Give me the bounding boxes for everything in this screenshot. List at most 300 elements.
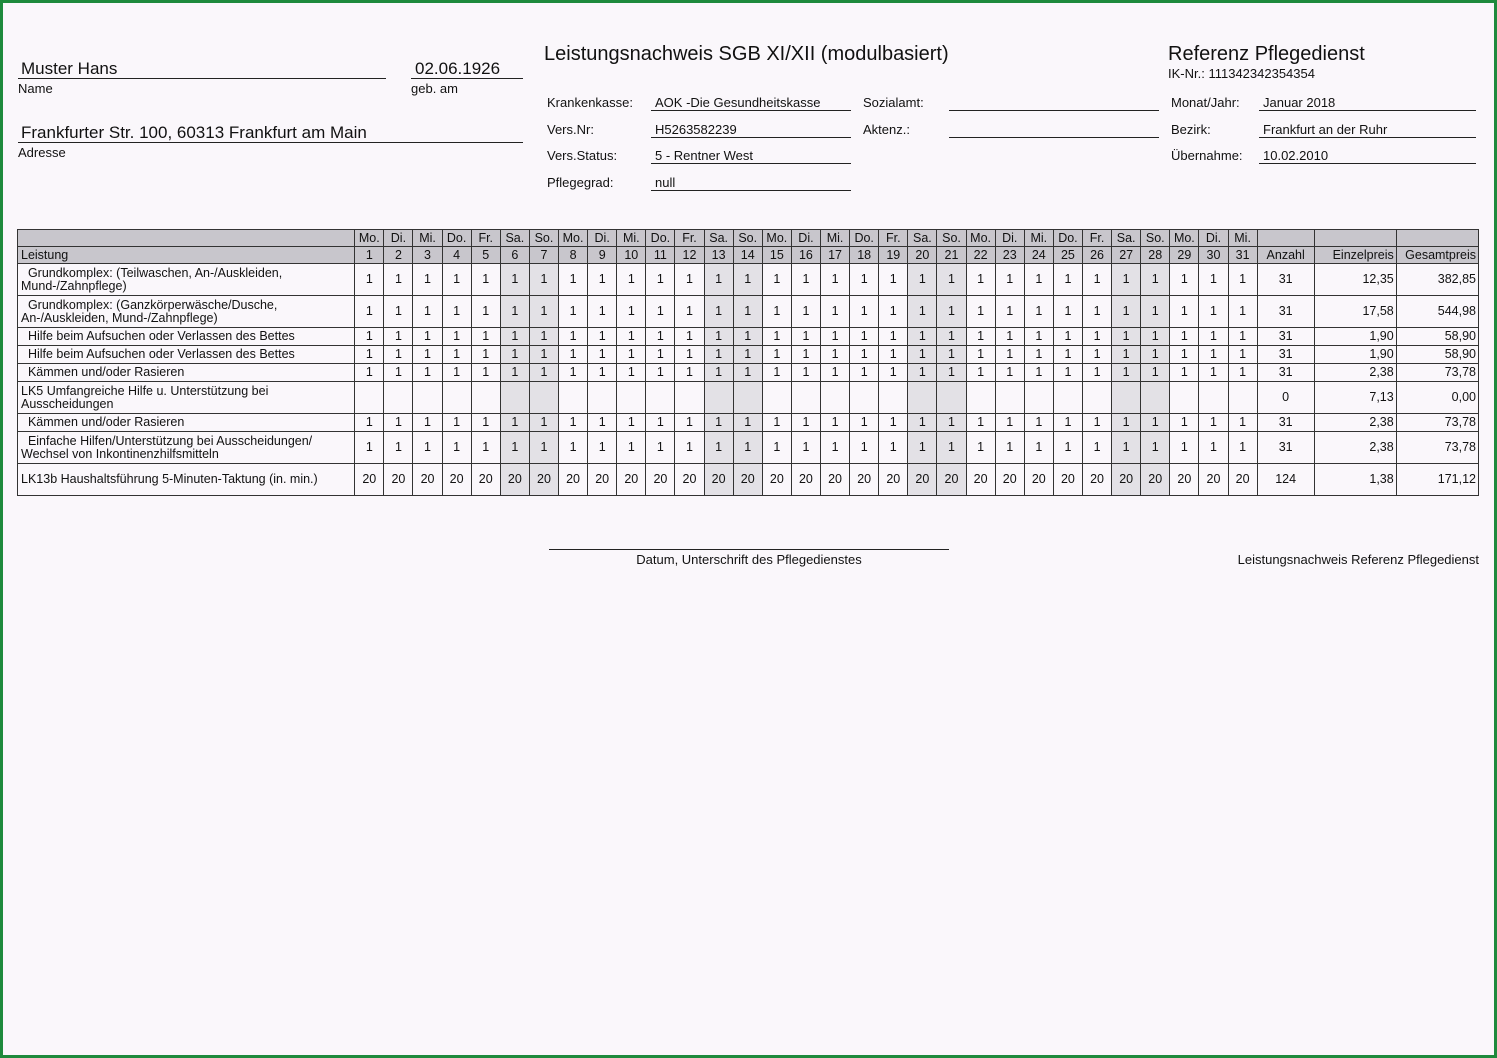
provider-name: Referenz Pflegedienst <box>1168 43 1365 65</box>
day-value-cell: 1 <box>1228 264 1257 296</box>
day-value-cell: 1 <box>559 432 588 464</box>
day-value-cell: 20 <box>966 464 995 496</box>
gesamtpreis-cell: 382,85 <box>1396 264 1478 296</box>
day-header-cell: 16 <box>791 247 820 264</box>
day-value-cell: 1 <box>675 432 704 464</box>
day-value-cell: 1 <box>617 296 646 328</box>
day-value-cell: 1 <box>850 432 879 464</box>
day-value-cell: 1 <box>617 414 646 432</box>
day-value-cell: 1 <box>995 328 1024 346</box>
day-header-cell: 3 <box>413 247 442 264</box>
day-value-cell: 1 <box>1112 414 1141 432</box>
day-value-cell: 1 <box>1112 432 1141 464</box>
patient-address: Frankfurter Str. 100, 60313 Frankfurt am Main <box>18 123 523 143</box>
weekday-header-cell: So. <box>937 230 966 247</box>
day-value-cell: 1 <box>1024 328 1053 346</box>
day-value-cell <box>1053 382 1082 414</box>
day-value-cell <box>908 382 937 414</box>
day-value-cell: 1 <box>442 346 471 364</box>
day-value-cell: 1 <box>675 296 704 328</box>
day-value-cell: 1 <box>704 346 733 364</box>
day-value-cell <box>704 382 733 414</box>
day-value-cell: 1 <box>879 432 908 464</box>
day-value-cell: 1 <box>1024 264 1053 296</box>
day-value-cell: 1 <box>646 296 675 328</box>
day-value-cell: 1 <box>675 328 704 346</box>
leistung-header: Leistung <box>18 247 355 264</box>
gesamtpreis-header-spacer <box>1396 230 1478 247</box>
day-value-cell: 1 <box>646 364 675 382</box>
gesamtpreis-cell: 0,00 <box>1396 382 1478 414</box>
day-value-cell: 1 <box>355 296 384 328</box>
day-value-cell: 1 <box>1141 414 1170 432</box>
weekday-header-cell: Mi. <box>821 230 850 247</box>
day-value-cell <box>966 382 995 414</box>
day-value-cell: 1 <box>908 264 937 296</box>
day-value-cell: 1 <box>442 414 471 432</box>
day-value-cell: 1 <box>1053 346 1082 364</box>
day-value-cell: 1 <box>500 432 529 464</box>
day-value-cell: 20 <box>384 464 413 496</box>
day-value-cell: 1 <box>879 296 908 328</box>
day-header-cell: 5 <box>471 247 500 264</box>
day-value-cell: 1 <box>908 346 937 364</box>
day-value-cell: 1 <box>733 414 762 432</box>
weekday-header-cell: Fr. <box>471 230 500 247</box>
day-value-cell: 1 <box>733 296 762 328</box>
day-header-cell: 4 <box>442 247 471 264</box>
day-value-cell <box>500 382 529 414</box>
versstatus-label: Vers.Status: <box>547 148 618 163</box>
day-value-cell: 1 <box>413 346 442 364</box>
weekday-header-cell: Mo. <box>355 230 384 247</box>
day-value-cell: 1 <box>937 414 966 432</box>
day-value-cell: 1 <box>413 264 442 296</box>
versnr-label: Vers.Nr: <box>547 122 594 137</box>
day-value-cell: 1 <box>850 364 879 382</box>
day-value-cell: 1 <box>675 414 704 432</box>
day-value-cell <box>791 382 820 414</box>
day-value-cell: 1 <box>384 264 413 296</box>
day-value-cell: 1 <box>442 264 471 296</box>
day-value-cell <box>529 382 558 414</box>
day-value-cell: 20 <box>529 464 558 496</box>
weekday-header-cell: Sa. <box>704 230 733 247</box>
table-row <box>18 328 1479 346</box>
patient-birthdate: 02.06.1926 <box>411 59 523 79</box>
day-value-cell: 1 <box>1024 364 1053 382</box>
leistung-cell: LK13b Haushaltsführung 5-Minuten-Taktung (in. min.) <box>18 464 355 496</box>
monat-label: Monat/Jahr: <box>1171 95 1240 110</box>
day-value-cell: 1 <box>762 414 791 432</box>
day-value-cell: 1 <box>529 328 558 346</box>
day-value-cell: 1 <box>413 296 442 328</box>
provider-ik: IK-Nr.: 111342342354354 <box>1168 66 1315 81</box>
day-value-cell <box>1024 382 1053 414</box>
day-value-cell: 1 <box>1228 432 1257 464</box>
day-header-cell: 11 <box>646 247 675 264</box>
day-value-cell: 1 <box>995 414 1024 432</box>
day-header-cell: 8 <box>559 247 588 264</box>
anzahl-cell: 124 <box>1257 464 1314 496</box>
weekday-header-cell: Di. <box>995 230 1024 247</box>
day-value-cell <box>762 382 791 414</box>
day-value-cell <box>355 382 384 414</box>
weekday-header-cell: Do. <box>850 230 879 247</box>
day-value-cell <box>617 382 646 414</box>
day-value-cell: 1 <box>617 364 646 382</box>
day-value-cell: 20 <box>995 464 1024 496</box>
weekday-header-cell: Do. <box>1053 230 1082 247</box>
day-header-cell: 21 <box>937 247 966 264</box>
weekday-header-cell: Sa. <box>500 230 529 247</box>
day-value-cell: 1 <box>588 414 617 432</box>
day-value-cell: 1 <box>1199 414 1228 432</box>
day-value-cell: 1 <box>384 346 413 364</box>
day-value-cell: 1 <box>791 364 820 382</box>
weekday-header-cell: Fr. <box>1082 230 1111 247</box>
weekday-header-cell: Mi. <box>617 230 646 247</box>
day-value-cell: 20 <box>355 464 384 496</box>
day-value-cell: 1 <box>937 364 966 382</box>
day-value-cell: 1 <box>821 328 850 346</box>
day-value-cell: 20 <box>733 464 762 496</box>
aktenz-label: Aktenz.: <box>863 122 910 137</box>
day-value-cell: 1 <box>1199 296 1228 328</box>
anzahl-cell: 31 <box>1257 264 1314 296</box>
day-value-cell: 1 <box>937 432 966 464</box>
day-value-cell: 1 <box>442 432 471 464</box>
day-value-cell: 1 <box>675 346 704 364</box>
day-value-cell: 1 <box>646 328 675 346</box>
anzahl-cell: 31 <box>1257 346 1314 364</box>
table-row <box>18 464 1479 496</box>
day-value-cell <box>733 382 762 414</box>
day-header-cell: 20 <box>908 247 937 264</box>
day-value-cell: 1 <box>966 364 995 382</box>
day-value-cell: 1 <box>762 264 791 296</box>
day-value-cell: 1 <box>588 328 617 346</box>
day-value-cell: 1 <box>733 264 762 296</box>
day-value-cell: 1 <box>1024 346 1053 364</box>
day-value-cell: 1 <box>384 328 413 346</box>
table-row <box>18 382 1479 414</box>
weekday-header-cell: Mi. <box>413 230 442 247</box>
day-value-cell: 1 <box>471 432 500 464</box>
day-value-cell <box>995 382 1024 414</box>
signature-label: Datum, Unterschrift des Pflegedienstes <box>636 552 862 567</box>
einzelpreis-header: Einzelpreis <box>1314 247 1396 264</box>
day-value-cell: 20 <box>1228 464 1257 496</box>
weekday-header-cell: Do. <box>442 230 471 247</box>
einzelpreis-cell: 12,35 <box>1314 264 1396 296</box>
day-value-cell: 1 <box>588 364 617 382</box>
day-value-cell: 1 <box>384 432 413 464</box>
day-value-cell: 1 <box>1199 328 1228 346</box>
weekday-header-cell: So. <box>529 230 558 247</box>
day-value-cell: 1 <box>471 346 500 364</box>
day-value-cell <box>646 382 675 414</box>
patient-address-label: Adresse <box>18 145 66 160</box>
day-value-cell: 1 <box>850 414 879 432</box>
day-value-cell: 1 <box>1170 346 1199 364</box>
document-page <box>3 3 1494 1055</box>
pflegegrad-label: Pflegegrad: <box>547 175 614 190</box>
day-value-cell: 1 <box>821 364 850 382</box>
day-value-cell: 1 <box>966 328 995 346</box>
day-value-cell: 1 <box>791 296 820 328</box>
day-value-cell: 20 <box>471 464 500 496</box>
day-value-cell: 1 <box>617 346 646 364</box>
day-value-cell <box>471 382 500 414</box>
monat-value: Januar 2018 <box>1259 95 1476 111</box>
day-value-cell: 1 <box>821 414 850 432</box>
anzahl-cell: 31 <box>1257 414 1314 432</box>
day-value-cell: 1 <box>442 328 471 346</box>
day-value-cell: 1 <box>471 328 500 346</box>
weekday-header-cell: Mo. <box>559 230 588 247</box>
day-value-cell <box>1170 382 1199 414</box>
day-value-cell: 20 <box>413 464 442 496</box>
einzelpreis-header-spacer <box>1314 230 1396 247</box>
day-value-cell: 20 <box>617 464 646 496</box>
day-value-cell: 1 <box>413 432 442 464</box>
day-value-cell: 1 <box>879 346 908 364</box>
day-value-cell: 1 <box>355 346 384 364</box>
anzahl-header-spacer <box>1257 230 1314 247</box>
day-value-cell: 1 <box>1112 296 1141 328</box>
bezirk-value: Frankfurt an der Ruhr <box>1259 122 1476 138</box>
day-value-cell: 1 <box>1170 414 1199 432</box>
day-value-cell: 1 <box>559 296 588 328</box>
day-value-cell: 20 <box>646 464 675 496</box>
day-value-cell: 1 <box>1170 328 1199 346</box>
day-value-cell: 1 <box>908 328 937 346</box>
day-value-cell: 1 <box>442 364 471 382</box>
day-value-cell: 1 <box>413 414 442 432</box>
day-header-cell: 25 <box>1053 247 1082 264</box>
uebernahme-value: 10.02.2010 <box>1259 148 1476 164</box>
day-header-row <box>18 247 1479 264</box>
day-header-cell: 22 <box>966 247 995 264</box>
day-header-cell: 2 <box>384 247 413 264</box>
day-value-cell: 1 <box>500 264 529 296</box>
day-header-cell: 12 <box>675 247 704 264</box>
day-value-cell: 1 <box>1053 414 1082 432</box>
day-value-cell: 1 <box>879 328 908 346</box>
day-value-cell: 1 <box>384 364 413 382</box>
day-value-cell: 1 <box>937 328 966 346</box>
day-value-cell: 1 <box>1112 328 1141 346</box>
anzahl-cell: 31 <box>1257 364 1314 382</box>
day-header-cell: 15 <box>762 247 791 264</box>
versnr-value: H5263582239 <box>651 122 851 138</box>
weekday-header-cell: Sa. <box>908 230 937 247</box>
day-value-cell <box>1141 382 1170 414</box>
weekday-header-spacer <box>18 230 355 247</box>
weekday-header-cell: Do. <box>646 230 675 247</box>
day-value-cell: 1 <box>1228 414 1257 432</box>
day-value-cell: 1 <box>1228 328 1257 346</box>
gesamtpreis-cell: 73,78 <box>1396 432 1478 464</box>
day-value-cell: 1 <box>500 296 529 328</box>
day-value-cell: 1 <box>879 364 908 382</box>
day-value-cell: 1 <box>937 346 966 364</box>
day-value-cell: 1 <box>500 364 529 382</box>
weekday-header-cell: Di. <box>384 230 413 247</box>
day-header-cell: 6 <box>500 247 529 264</box>
table-row <box>18 296 1479 328</box>
day-header-cell: 19 <box>879 247 908 264</box>
einzelpreis-cell: 1,90 <box>1314 328 1396 346</box>
gesamtpreis-cell: 544,98 <box>1396 296 1478 328</box>
weekday-header-cell: Di. <box>588 230 617 247</box>
day-value-cell <box>850 382 879 414</box>
day-value-cell: 1 <box>413 364 442 382</box>
day-value-cell: 1 <box>413 328 442 346</box>
day-value-cell: 1 <box>529 364 558 382</box>
einzelpreis-cell: 1,90 <box>1314 346 1396 364</box>
day-value-cell: 1 <box>1170 364 1199 382</box>
day-header-cell: 7 <box>529 247 558 264</box>
day-value-cell: 1 <box>529 432 558 464</box>
day-value-cell <box>1199 382 1228 414</box>
day-value-cell: 1 <box>704 364 733 382</box>
day-value-cell: 20 <box>1053 464 1082 496</box>
gesamtpreis-cell: 73,78 <box>1396 414 1478 432</box>
einzelpreis-cell: 1,38 <box>1314 464 1396 496</box>
day-value-cell: 1 <box>704 432 733 464</box>
weekday-header-cell: Mi. <box>1024 230 1053 247</box>
day-value-cell: 20 <box>675 464 704 496</box>
day-value-cell: 1 <box>559 414 588 432</box>
day-value-cell: 1 <box>1170 264 1199 296</box>
leistung-cell: Grundkomplex: (Teilwaschen, An-/Auskleiden, Mund-/Zahnpflege) <box>18 264 355 296</box>
day-value-cell: 1 <box>995 264 1024 296</box>
einzelpreis-cell: 2,38 <box>1314 414 1396 432</box>
anzahl-cell: 31 <box>1257 296 1314 328</box>
day-value-cell <box>413 382 442 414</box>
day-value-cell: 1 <box>1053 328 1082 346</box>
day-value-cell: 1 <box>762 296 791 328</box>
leistung-cell: Hilfe beim Aufsuchen oder Verlassen des Bettes <box>18 328 355 346</box>
day-value-cell: 1 <box>355 364 384 382</box>
leistung-cell: Kämmen und/oder Rasieren <box>18 364 355 382</box>
table-row <box>18 264 1479 296</box>
day-value-cell: 20 <box>879 464 908 496</box>
day-value-cell: 1 <box>937 264 966 296</box>
day-value-cell: 1 <box>1112 264 1141 296</box>
day-value-cell: 1 <box>966 414 995 432</box>
day-header-cell: 30 <box>1199 247 1228 264</box>
day-value-cell <box>442 382 471 414</box>
gesamtpreis-cell: 58,90 <box>1396 346 1478 364</box>
day-value-cell: 1 <box>821 264 850 296</box>
day-value-cell: 20 <box>1141 464 1170 496</box>
day-value-cell <box>559 382 588 414</box>
day-header-cell: 10 <box>617 247 646 264</box>
day-value-cell: 1 <box>646 432 675 464</box>
sozialamt-label: Sozialamt: <box>863 95 924 110</box>
day-value-cell: 1 <box>500 328 529 346</box>
leistung-cell: Hilfe beim Aufsuchen oder Verlassen des Bettes <box>18 346 355 364</box>
day-value-cell <box>879 382 908 414</box>
weekday-header-row <box>18 230 1479 247</box>
day-value-cell <box>1112 382 1141 414</box>
day-value-cell: 20 <box>850 464 879 496</box>
versstatus-value: 5 - Rentner West <box>651 148 851 164</box>
day-value-cell: 1 <box>1228 346 1257 364</box>
day-header-cell: 28 <box>1141 247 1170 264</box>
day-value-cell: 1 <box>617 328 646 346</box>
day-header-cell: 13 <box>704 247 733 264</box>
day-value-cell: 1 <box>733 364 762 382</box>
day-value-cell: 1 <box>1024 296 1053 328</box>
anzahl-cell: 0 <box>1257 382 1314 414</box>
day-value-cell <box>1082 382 1111 414</box>
gesamtpreis-cell: 171,12 <box>1396 464 1478 496</box>
day-value-cell: 1 <box>733 346 762 364</box>
day-value-cell: 1 <box>588 264 617 296</box>
day-header-cell: 31 <box>1228 247 1257 264</box>
day-value-cell: 1 <box>1141 364 1170 382</box>
day-value-cell: 1 <box>1082 296 1111 328</box>
day-value-cell: 20 <box>1024 464 1053 496</box>
day-value-cell: 1 <box>1199 432 1228 464</box>
weekday-header-cell: Fr. <box>879 230 908 247</box>
day-value-cell: 1 <box>500 346 529 364</box>
leistung-cell: Einfache Hilfen/Unterstützung bei Ausscheidungen/ Wechsel von Inkontinenzhilfsmitteln <box>18 432 355 464</box>
day-value-cell: 1 <box>1228 364 1257 382</box>
day-value-cell: 20 <box>559 464 588 496</box>
day-value-cell: 1 <box>1024 414 1053 432</box>
day-value-cell: 1 <box>1141 346 1170 364</box>
day-header-cell: 1 <box>355 247 384 264</box>
day-value-cell: 1 <box>1141 328 1170 346</box>
day-value-cell: 20 <box>821 464 850 496</box>
pflegegrad-value: null <box>651 175 851 191</box>
day-value-cell: 1 <box>937 296 966 328</box>
day-value-cell: 1 <box>850 264 879 296</box>
day-value-cell: 1 <box>791 414 820 432</box>
day-value-cell: 1 <box>1082 346 1111 364</box>
day-value-cell: 1 <box>559 364 588 382</box>
weekday-header-cell: So. <box>733 230 762 247</box>
day-value-cell: 1 <box>762 346 791 364</box>
day-value-cell: 1 <box>588 296 617 328</box>
day-value-cell: 1 <box>1141 296 1170 328</box>
day-value-cell: 1 <box>733 432 762 464</box>
day-value-cell: 1 <box>559 346 588 364</box>
weekday-header-cell: Sa. <box>1112 230 1141 247</box>
day-value-cell: 1 <box>529 264 558 296</box>
day-header-cell: 9 <box>588 247 617 264</box>
day-value-cell: 1 <box>821 432 850 464</box>
patient-name: Muster Hans <box>18 59 386 79</box>
day-value-cell: 1 <box>442 296 471 328</box>
patient-birthdate-label: geb. am <box>411 81 458 96</box>
day-value-cell: 1 <box>1170 296 1199 328</box>
day-value-cell: 1 <box>995 296 1024 328</box>
day-value-cell: 1 <box>879 414 908 432</box>
day-value-cell: 1 <box>1053 264 1082 296</box>
day-value-cell: 1 <box>791 264 820 296</box>
day-value-cell: 1 <box>1199 346 1228 364</box>
krankenkasse-value: AOK -Die Gesundheitskasse <box>651 95 851 111</box>
day-value-cell: 1 <box>762 328 791 346</box>
day-value-cell: 1 <box>908 414 937 432</box>
einzelpreis-cell: 2,38 <box>1314 432 1396 464</box>
